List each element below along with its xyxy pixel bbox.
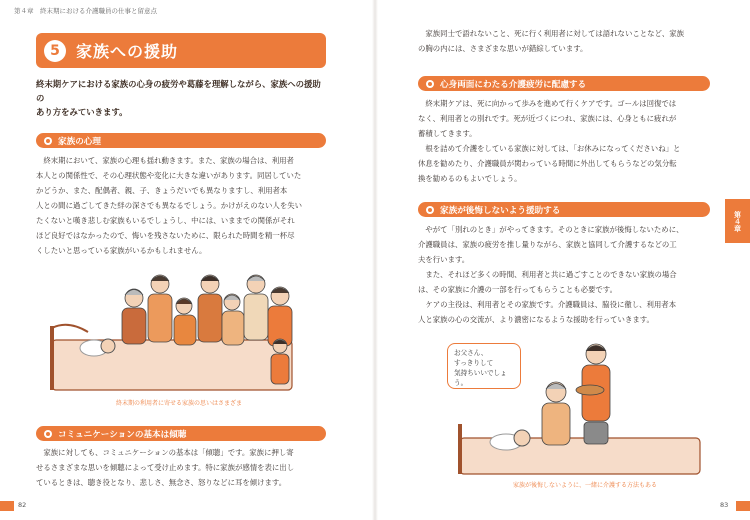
speech-bubble-text — [448, 344, 520, 392]
body-line: 家族同士で語れないこと、死に行く利用者に対しては語れないことなど、家族 — [425, 29, 685, 38]
body-line: 終末期ケアは、死に向かって歩みを進めて行くケアです。ゴールは回復では — [425, 99, 677, 108]
body-line: くしたいと思っている家族がいるかもしれません。 — [36, 246, 207, 255]
page-number-marker — [0, 501, 14, 511]
speech-line: 気持ちいいでしょう。 — [454, 369, 507, 387]
running-head: 第４章 終末期における介護職員の仕事と留意点 — [14, 7, 157, 15]
illustration-caption: 終末期の利用者に寄せる家族の思いはさまざま — [115, 400, 242, 407]
section-body — [418, 96, 710, 186]
section-title: 家族が後悔しないよう援助する — [440, 205, 561, 216]
bullet-icon — [426, 80, 434, 88]
chapter-side-tab: 第４章 — [725, 199, 750, 243]
body-line: また、それほど多くの時間、利用者と共に過ごすことのできない家族の場合 — [425, 270, 677, 279]
body-line: 換を勧めるのもよいでしょう。 — [418, 174, 522, 183]
speech-line: お父さん、 — [454, 349, 488, 357]
right-page — [375, 0, 750, 520]
section-body — [36, 153, 328, 258]
speech-bubble — [447, 343, 521, 389]
chapter-title-bar — [36, 33, 326, 68]
body-line: 介護職員は、家族の疲労を推し量りながら、家族と協同して介護するなどの工 — [418, 240, 677, 249]
section-title: 心身両面にわたる介護疲労に配慮する — [440, 79, 587, 90]
chapter-title: 家族への援助 — [76, 42, 179, 61]
lead-text — [36, 77, 328, 119]
body-line: なく、利用者との別れです。死が近づくにつれ、家族には、心身ともに疲れが — [418, 114, 677, 123]
body-line: 終末期において、家族の心理も揺れ動きます。また、家族の場合は、利用者 — [43, 156, 294, 165]
page-number: 82 — [18, 501, 27, 509]
body-line: ているときは、聴き役となり、悲しさ、無念さ、怒りなどに耳を傾けます。 — [36, 478, 287, 487]
family-bedside-illustration — [48, 262, 310, 394]
section-heading — [418, 76, 710, 91]
body-line: たくないと嘆き悲しむ家族もいるでしょうし、中には、いままでの関係がそれ — [36, 216, 295, 225]
page-number: 83 — [720, 501, 729, 509]
body-line: は、その家族に介護の一部を行ってもらうことも必要です。 — [418, 285, 617, 294]
body-line: 蓄積してきます。 — [418, 129, 477, 138]
section-heading — [418, 202, 710, 217]
section-heading — [36, 133, 326, 148]
body-line: の胸の内には、さまざまな思いが錯綜しています。 — [418, 44, 588, 53]
body-line: 人と家族の心の交流が、より濃密になるような援助を行っていきます。 — [418, 315, 654, 324]
intro-body — [418, 26, 710, 56]
section-heading — [36, 426, 326, 441]
section-title: コミュニケーションの基本は傾聴 — [58, 429, 187, 440]
lead-line: あり方をみていきます。 — [36, 107, 128, 117]
section-body — [418, 222, 710, 327]
body-line: ほど良好ではなかったので、悔いを残さないために、限られた時間を精一杯尽 — [36, 231, 295, 240]
body-line: 根を詰めて介護をしている家族に対しては、「お休みになってくださいね」と — [425, 144, 681, 153]
chapter-number: 5 — [44, 40, 66, 62]
body-line: 家族に対しても、コミュニケーションの基本は「傾聴」です。家族に押し寄 — [43, 448, 294, 457]
bullet-icon — [426, 206, 434, 214]
bullet-icon — [44, 430, 52, 438]
body-line: かどうか、また、配偶者、親、子、きょうだいでも異なりますし、利用者本 — [36, 186, 288, 195]
body-line: ケアの主役は、利用者とその家族です。介護職員は、脇役に徹し、利用者本 — [425, 300, 677, 309]
body-line: やがて「別れのとき」がやってきます。そのときに家族が後悔しないために、 — [425, 225, 684, 234]
body-line: 本人との関係性で、その心理状態や変化に大きな違いがあります。同居していた — [36, 171, 302, 180]
body-line: 休息を勧めたり、介護職員が関わっている時間に外出してもらうなどの気分転 — [418, 159, 677, 168]
body-line: せるさまざまな思いを傾聴によって受け止めます。特に家族が感情を表に出し — [36, 463, 295, 472]
illustration-caption: 家族が後悔しないように、一緒に介護する方法もある — [512, 482, 657, 489]
body-line: 人との間に過ごしてきた絆の深さでも異なるでしょう。かけがえのない人を失い — [36, 201, 302, 210]
body-line: 夫を行います。 — [418, 255, 470, 264]
lead-line: 終末期ケアにおける家族の心身の疲労や葛藤を理解しながら、家族への援助の — [36, 79, 321, 103]
bullet-icon — [44, 137, 52, 145]
section-title: 家族の心理 — [58, 136, 101, 147]
section-body — [36, 445, 328, 490]
speech-line: すっきりして — [454, 359, 494, 367]
page-number-marker — [736, 501, 750, 511]
